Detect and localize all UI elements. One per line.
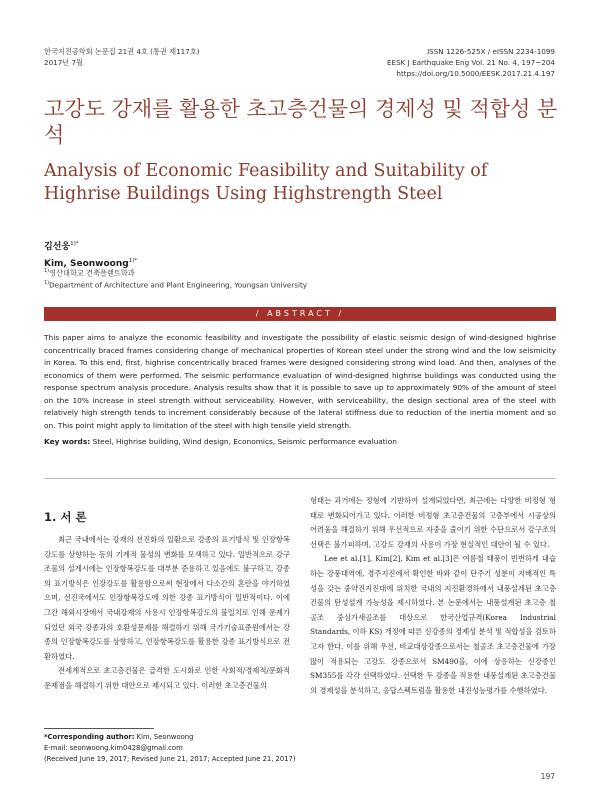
author-sup-ko: 1)* bbox=[70, 241, 79, 247]
affiliation-block bbox=[44, 266, 307, 291]
issn: ISSN 1226-525X / eISSN 2234-1099 bbox=[427, 47, 555, 56]
affiliation-sup-ko: 1) bbox=[44, 268, 50, 274]
affiliation-ko: 영산대학교 건축플랜트학과 bbox=[49, 268, 135, 278]
affiliation-sup-en: 1) bbox=[44, 280, 50, 287]
issue-date-ko: 2017년 7월 bbox=[44, 58, 84, 67]
journal-name-en: EESK J Earthquake Eng Vol. 21 No. 4, 197~204 bbox=[387, 58, 555, 67]
section-divider bbox=[44, 478, 556, 479]
title-korean: 고강도 강재를 활용한 초고층건물의 경제성 및 적합성 분석 bbox=[44, 97, 558, 147]
author-sup-en: 1)* bbox=[128, 258, 138, 264]
author-name-en: Kim, Seonwoong bbox=[44, 259, 129, 269]
right-paragraph-1: 형태는 과거에는 정형에 기반하여 설계되었다면, 최근에는 다양한 비정형 형태로 변화되어가고 있다. 이러한 비정형 초고층건물의 고층부에서 시공상의 어려움을 해결하기 위해 우선적으로 자중을 줄이기 위한 수단으로서 강구조의 선택은 불가피하며, 고강도 강재의 사용이 가장 현실적인 대안이 될 수 있다. bbox=[310, 496, 556, 549]
journal-header-left bbox=[44, 46, 200, 68]
left-paragraph-1: 최근 국내에서는 강재의 선진화의 일환으로 강종의 표기방식 및 인장항복강도를 상향하는 등의 기계적 물성의 변화를 모색하고 있다. 일반적으로 강구조물의 설계시에는 인장항복강도를 대부분 준용하고 있음에도 불구하고, 강종의 표기방식은 인장강도를 활용함으로써 현장에서 다소간의 혼란을 야기하였으며, 선진국에서도 인장항복강도에 의한 강종 표기방식이 일반적이다. 이에 그간 해외시장에서 국내강재의 사용시 인장항복강도의 불일치로 인해 문제가 되었던 외국 강종과의 호환성문제를 해결하기 위해 국가기술표준원에서는 강종의 인장항복강도를 상향하고, 인장항복강도를 활용한 강종 표기방식으로 전환하였다. bbox=[44, 535, 290, 661]
left-column bbox=[44, 533, 290, 694]
affiliation-en: Department of Architecture and Plant Engineering, Youngsan University bbox=[49, 280, 308, 290]
right-paragraph-2: Lee et al.[1], Kim[2], Kim et al.[3]은 여름철 태풍이 빈번하게 내습하는 강풍대역에, 경주지진에서 확인한 바와 같이 단주기 성분이 지배적인 특성을 갖는 중약진지진대에 위치한 국내의 지진환경하에서 내풍설계된 초고층건물의 탄성설계 가능성을 제시하였다. 본 논문에서는 내풍설계된 초고층 철골조 중심가새골조를 대상으로 한국산업규격(Korea Industrial Standards, 이하 KS) 개정에 따른 신강종의 경제성 분석 및 적합성을 검토하고자 한다. 이를 위해 우선, 비교대상강종으로서는 철골조 초고층건물에 가장 많이 적용되는 고강도 강종으로서 SM490을, 이에 상응하는 신강종인 SM355를 각각 선택하였다. 선택한 두 강종을 적용한 내풍설계된 초고층건물의 경제성을 분석하고, 응답스펙트럼을 활용한 내진성능평가를 수행하였다. bbox=[310, 554, 556, 695]
left-paragraph-2: 전세계적으로 초고층건물은 급격한 도시화로 인한 사회적/경제적/문화적 문제점을 해결하기 위한 대안으로 제시되고 있다. 이러한 초고층건물의 bbox=[44, 666, 290, 690]
right-column bbox=[310, 494, 556, 698]
abstract-heading: / ABSTRACT / bbox=[44, 307, 556, 321]
footnote bbox=[44, 732, 296, 765]
keywords bbox=[44, 436, 556, 448]
author-name-ko: 김선웅 bbox=[44, 242, 71, 252]
abstract-text: This paper aims to analyze the economic feasibility and investigate the possibility of elastic seismic design of wind-designed highrise concentrically braced frames considering change of mechanical properties of Korean steel under the strong wind and the low seismicity in Korea. To this end, first, highrise concentrically braced frames were designed considering strong wind load. And then, analyses of the economics of them were performed. The seismic performance evaluation of wind-designed highrise buildings was conducted using the response spectrum analysis procedure. Analysis results show that it is possible to save up to approximately 90% of the amount of steel on the 10% increase in steel strength without serviceability. However, with serviceability, the design sectional area of the steel with relatively high strength tends to increment considerably because of the lateral stiffness due to reduction of the inertia moment and so on. This point might apply to limitation of the steel with high tensile yield strength. bbox=[44, 333, 556, 430]
footnote-rule bbox=[44, 728, 154, 729]
journal-name-ko: 한국지진공학회 논문집 21권 4호 (통권 제117호) bbox=[44, 47, 200, 56]
title-english: Analysis of Economic Feasibility and Suitability of Highrise Buildings Using Highstrength Steel bbox=[44, 161, 488, 204]
page-number: 197 bbox=[540, 772, 555, 781]
doi-link[interactable]: https://doi.org/10.5000/EESK.2017.21.4.197 bbox=[396, 69, 555, 78]
journal-header-right bbox=[387, 46, 555, 79]
keywords-list: Steel, Highrise building, Wind design, Economics, Seismic performance evaluation bbox=[92, 437, 397, 446]
section-title: 1. 서 론 bbox=[44, 510, 87, 524]
corresponding-email[interactable]: E-mail: seonwoong.kim0428@gmail.com bbox=[44, 744, 183, 752]
keywords-label: Key words: bbox=[44, 437, 91, 446]
corresponding-name: Kim, Seonwoong bbox=[136, 733, 194, 741]
corresponding-label: *Corresponding author: bbox=[44, 733, 135, 741]
received-dates: (Received June 19, 2017; Revised June 21, 2017; Accepted June 21, 2017) bbox=[44, 755, 296, 763]
